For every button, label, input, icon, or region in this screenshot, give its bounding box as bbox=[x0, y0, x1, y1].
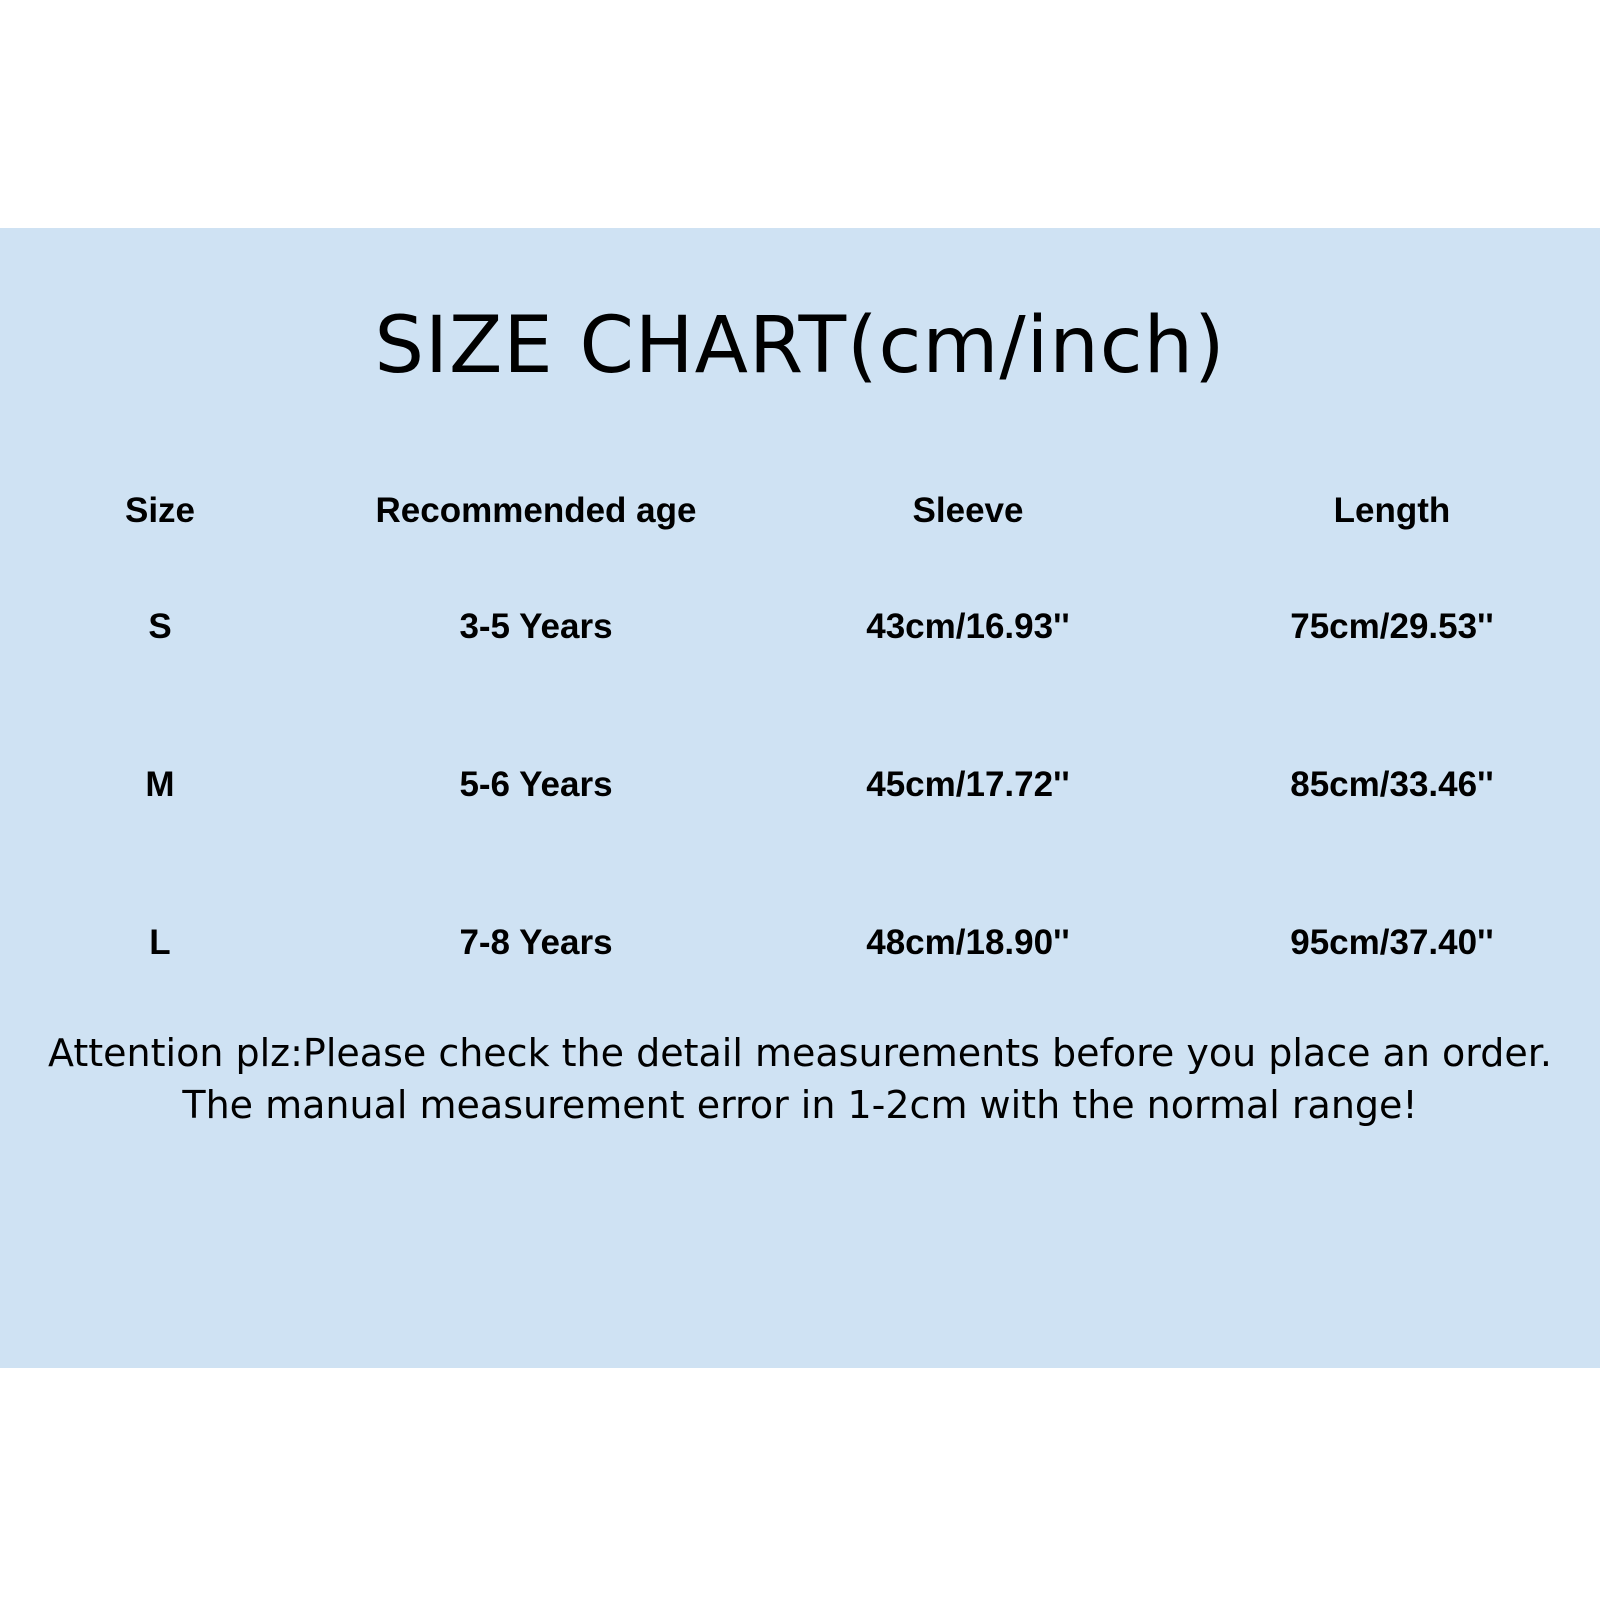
notes-block bbox=[0, 1022, 1600, 1130]
cell-age: 5-6 Years bbox=[459, 764, 613, 804]
cell-sleeve: 43cm/16.93'' bbox=[866, 606, 1070, 646]
column-header-size: Size bbox=[124, 490, 196, 530]
cell-age: 7-8 Years bbox=[459, 922, 613, 962]
cell-age: 3-5 Years bbox=[459, 606, 613, 646]
page-title: SIZE CHART(cm/inch) bbox=[374, 301, 1226, 391]
size-chart-card bbox=[0, 228, 1600, 1368]
cell-length: 75cm/29.53'' bbox=[1290, 606, 1494, 646]
table-header-row bbox=[0, 474, 1600, 548]
table-row bbox=[0, 548, 1600, 706]
cell-size: S bbox=[148, 606, 172, 646]
column-header-recommended-age: Recommended age bbox=[375, 490, 697, 530]
cell-length: 85cm/33.46'' bbox=[1290, 764, 1494, 804]
table-row bbox=[0, 706, 1600, 864]
cell-size: L bbox=[149, 922, 171, 962]
column-header-length: Length bbox=[1333, 490, 1451, 530]
cell-size: M bbox=[145, 764, 175, 804]
cell-sleeve: 45cm/17.72'' bbox=[866, 764, 1070, 804]
cell-length: 95cm/37.40'' bbox=[1290, 922, 1494, 962]
cell-sleeve: 48cm/18.90'' bbox=[866, 922, 1070, 962]
size-chart-table bbox=[0, 474, 1600, 1022]
note-line-2: The manual measurement error in 1-2cm with the normal range! bbox=[182, 1083, 1418, 1128]
note-line-1: Attention plz:Please check the detail measurements before you place an order. bbox=[48, 1030, 1552, 1075]
table-row bbox=[0, 864, 1600, 1022]
column-header-sleeve: Sleeve bbox=[912, 490, 1024, 530]
